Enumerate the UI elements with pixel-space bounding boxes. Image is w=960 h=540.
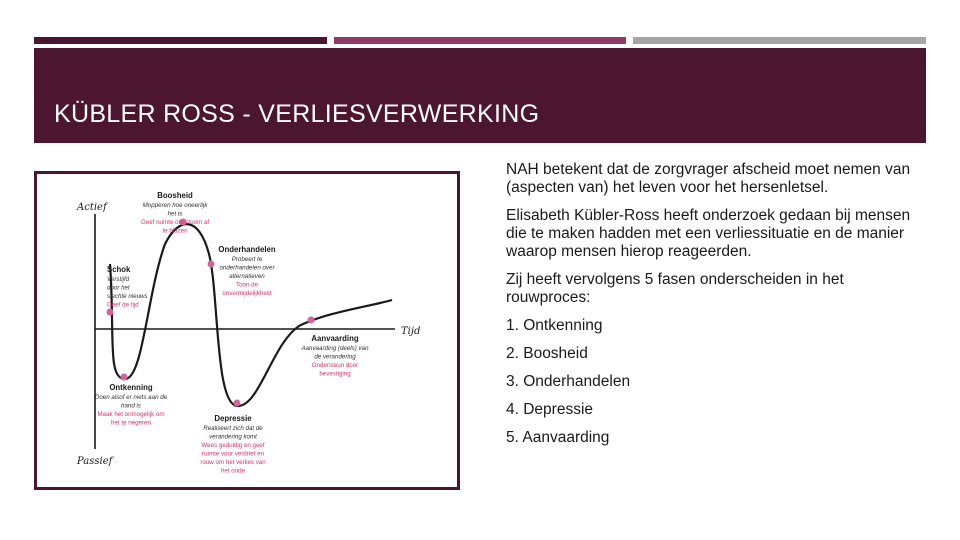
phase-advice: onvermijdelijkheid xyxy=(222,290,272,297)
list-item: 4. Depressie xyxy=(506,401,594,418)
list-item: 1. Ontkenning xyxy=(506,317,603,334)
phase-title-onderhandelen: Onderhandelen xyxy=(218,245,276,254)
phase-description: onderhandelen over xyxy=(219,264,275,272)
phase-description: slechte nieuws xyxy=(107,293,148,300)
phase-advice: Maak het onmogelijk om xyxy=(97,411,165,418)
phase-title-aanvaarding: Aanvaarding xyxy=(311,334,359,343)
phase-advice: te blazen xyxy=(162,227,188,235)
marker-schok xyxy=(107,309,114,316)
phase-description: Doen alsof er niets aan de xyxy=(94,394,168,401)
phase-title-depressie: Depressie xyxy=(214,414,252,423)
marker-onderhandelen xyxy=(208,261,215,268)
phase-advice: ruimte voor verdriet en xyxy=(202,450,264,458)
paragraph: NAH betekent dat de zorgvrager afscheid moet nemen van (aspecten van) het leven voor het hersenletsel. xyxy=(506,161,911,196)
marker-aanvaarding xyxy=(308,317,315,324)
list-item: 5. Aanvaarding xyxy=(506,429,610,446)
phase-title-ontkenning: Ontkenning xyxy=(109,383,153,392)
marker-ontkenning xyxy=(121,374,128,381)
curve-diagram-svg xyxy=(37,174,457,487)
phase-advice: het oude xyxy=(220,467,246,475)
kubler-ross-diagram xyxy=(34,171,460,490)
list-item: 3. Onderhandelen xyxy=(506,373,631,390)
slide-title: KÜBLER ROSS - VERLIESVERWERKING xyxy=(54,100,540,128)
axis-label-tijd: Tijd xyxy=(401,326,421,337)
phase-description: hand is xyxy=(121,402,141,410)
accent-bar-magenta xyxy=(334,37,626,44)
phase-advice: Wees geduldig en geef xyxy=(201,442,265,449)
phase-description: Mopperen hoe oneerlijk xyxy=(142,202,208,209)
phase-advice: Ondersteun door xyxy=(311,362,359,369)
list-item: 2. Boosheid xyxy=(506,345,588,362)
accent-bar-dark xyxy=(34,37,327,44)
phase-description: de verandering xyxy=(314,353,356,361)
slide-body xyxy=(506,161,916,457)
phase-advice: het te negeren xyxy=(111,419,151,427)
phase-advice: Geef de tijd xyxy=(107,301,139,309)
phase-description: Aanvaarding (deels) van xyxy=(301,345,369,352)
phase-title-schok: Schok xyxy=(107,265,131,274)
axis-label-actief: Actief xyxy=(77,202,107,213)
marker-depressie xyxy=(234,400,241,407)
axis-label-passief: Passief xyxy=(77,456,113,467)
phase-advice: Toon de xyxy=(235,281,259,289)
paragraph: Elisabeth Kübler-Ross heeft onderzoek gedaan bij mensen die te maken hadden met een verliessituatie en de manier waarop mensen hierop reageerden. xyxy=(506,207,911,260)
phase-advice: bevestiging xyxy=(319,370,351,378)
phase-description: alternatieven xyxy=(229,273,265,280)
phase-description: verandering komt xyxy=(209,433,257,441)
title-banner xyxy=(34,48,926,143)
phase-advice: Geef ruimte om stoom af xyxy=(140,219,210,226)
phase-description: het is xyxy=(167,210,183,218)
phase-description: Verstijfd xyxy=(107,276,130,283)
phase-title-boosheid: Boosheid xyxy=(157,191,193,200)
paragraph: Zij heeft vervolgens 5 fasen onderscheiden in het rouwproces: xyxy=(506,271,844,306)
phase-description: door het xyxy=(107,284,130,292)
phase-advice: rouw om het verlies van xyxy=(200,459,266,466)
accent-bar-grey xyxy=(633,37,926,44)
phase-description: Realiseert zich dat de xyxy=(203,425,263,432)
phase-description: Probeert te xyxy=(231,256,263,263)
phase-labels xyxy=(95,191,369,475)
